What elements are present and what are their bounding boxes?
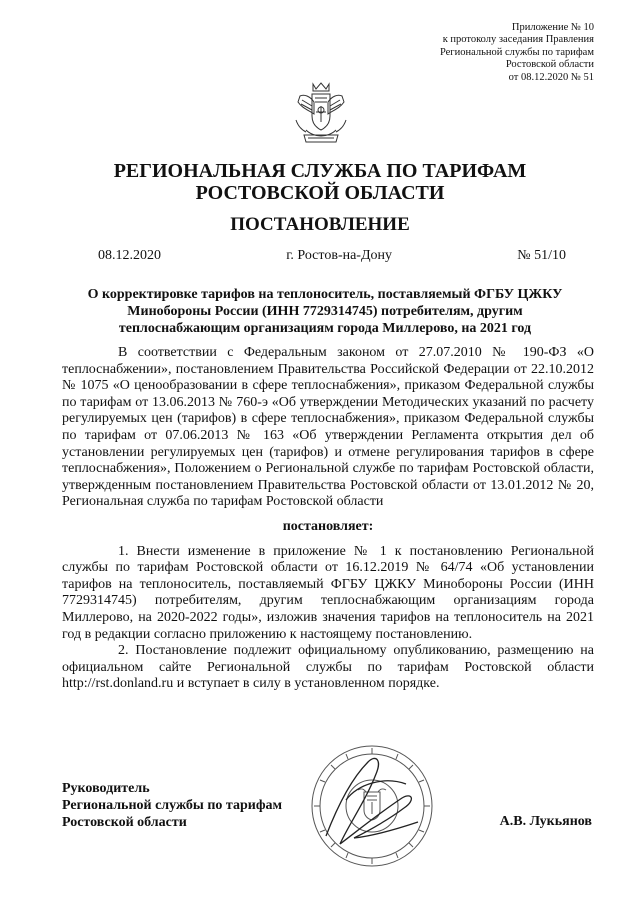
appendix-line: Ростовской области xyxy=(505,59,594,71)
document-type: ПОСТАНОВЛЕНИЕ xyxy=(230,214,410,235)
document-body xyxy=(62,345,594,693)
signatory-title xyxy=(62,780,282,831)
document-date: 08.12.2020 xyxy=(98,248,161,263)
document-subject: О корректировке тарифов на теплоноситель, поставляемый ФГБУ ЦЖКУ Минобороны России (ИНН 7729314745) потребителям, другим теплоснабжающим организациям города Миллерово, на 2021 год xyxy=(87,287,563,336)
organization-title-line: РОСТОВСКОЙ ОБЛАСТИ xyxy=(195,182,445,204)
appendix-line: к протоколу заседания Правления xyxy=(442,34,594,46)
official-seal-icon xyxy=(306,740,438,872)
appendix-line: от 08.12.2020 № 51 xyxy=(508,71,594,83)
resolution-item: 1. Внести изменение в приложение № 1 к постановлению Региональной службы по тарифам Ростовской области от 16.12.2019 № 64/74 «Об установлении тарифов на теплоноситель, поставляемый ФГБУ ЦЖКУ Минобороны России (ИНН 7729314745) потребителям, другим теплоснабжающим организациям города Миллерово, на 2020-2022 годы», изложив значения тарифов на теплоноситель на 2021 год в редакции согласно приложению к настоящему постановлению. xyxy=(62,543,594,642)
signatory-title-line: Региональной службы по тарифам xyxy=(62,798,283,813)
resolution-item: 2. Постановление подлежит официальному опубликованию, размещению на официальном сайте Региональной службы по тарифам Ростовской области http://rst.donland.ru и вступает в силу в установленном порядке. xyxy=(62,643,594,692)
appendix-note xyxy=(440,22,594,84)
appendix-line: Приложение № 10 xyxy=(511,22,594,33)
resolves-heading: постановляет: xyxy=(282,518,374,534)
appendix-line: Региональной службы по тарифам xyxy=(439,46,594,58)
coat-of-arms-icon xyxy=(292,80,350,148)
preamble-paragraph: В соответствии с Федеральным законом от 27.07.2010 № 190-ФЗ «О теплоснабжении», постановлением Правительства Российской Федерации от 22.10.2012 № 1075 «О ценообразовании в сфере теплоснабжения», приказом Федеральной службы по тарифам от 13.06.2013 № 760-э «Об утверждении Методических указаний по расчету регулируемых цен (тарифов) в сфере теплоснабжения», приказом Федеральной службы по тарифам от 07.06.2013 № 163 «Об утверждении Регламента открытия дел об установлении регулируемых цен (тарифов) и отмене регулирования тарифов в сфере теплоснабжения», Положением о Региональной службе по тарифам Ростовской области, утвержденным постановлением Правительства Ростовской области от 13.01.2012 № 20, Региональная служба по тарифам Ростовской области xyxy=(62,345,594,510)
signatory-title-line: Руководитель xyxy=(62,781,150,796)
document-number: № 51/10 xyxy=(517,248,566,263)
organization-title-line: РЕГИОНАЛЬНАЯ СЛУЖБА ПО ТАРИФАМ xyxy=(113,160,527,182)
signatory-title-line: Ростовской области xyxy=(62,815,187,830)
organization-title xyxy=(0,160,640,204)
signatory-name: А.В. Лукьянов xyxy=(499,814,592,829)
document-meta xyxy=(98,248,566,264)
document-place: г. Ростов-на-Дону xyxy=(286,248,393,263)
